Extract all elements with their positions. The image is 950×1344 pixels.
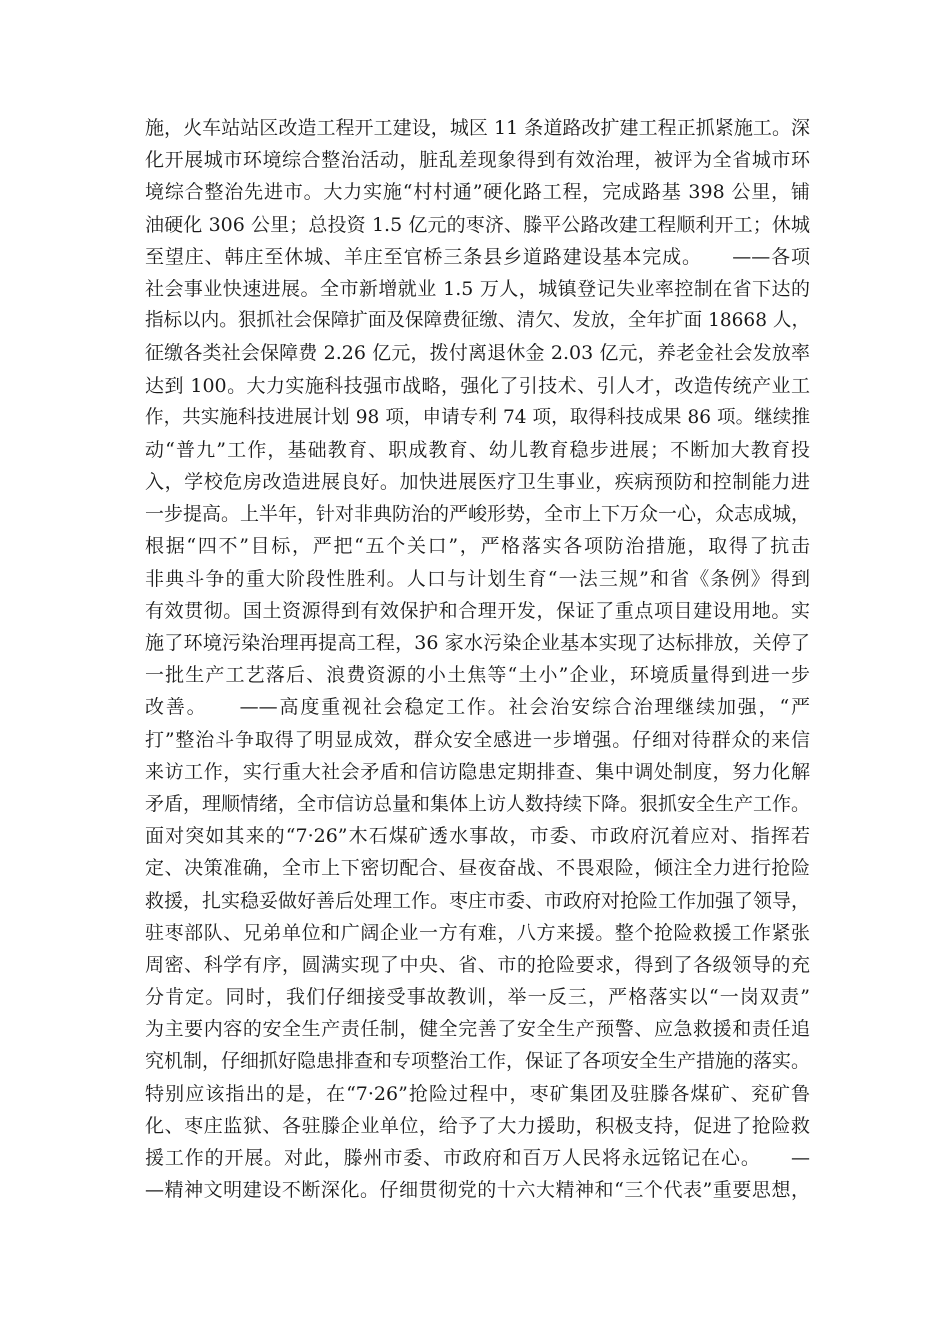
text-line: 矛盾，理顺情绪，全市信访总量和集体上访人数持续下降。狠抓安全生产工作。 bbox=[145, 792, 811, 815]
text-line: 入，学校危房改造进展良好。加快进展医疗卫生事业，疾病预防和控制能力进 bbox=[145, 471, 810, 494]
text-line: 境综合整治先进市。大力实施“村村通”硬化路工程，完成路基 398 公里，铺 bbox=[145, 181, 810, 204]
text-line: 动“普九”工作，基础教育、职成教育、幼儿教育稳步进展；不断加大教育投 bbox=[145, 438, 810, 461]
text-line: 为主要内容的安全生产责任制，健全完善了安全生产预警、应急救援和责任追 bbox=[145, 1018, 810, 1041]
text-line: 周密、科学有序，圆满实现了中央、省、市的抢险要求，得到了各级领导的充 bbox=[145, 953, 810, 976]
text-line: 改善。 ——高度重视社会稳定工作。社会治安综合治理继续加强，“严 bbox=[145, 696, 810, 719]
text-line: 救援，扎实稳妥做好善后处理工作。枣庄市委、市政府对抢险工作加强了领导， bbox=[145, 889, 811, 912]
text-line: 施，火车站站区改造工程开工建设，城区 11 条道路改扩建工程正抓紧施工。深 bbox=[145, 117, 810, 139]
text-line: 定、决策准确，全市上下密切配合、昼夜奋战、不畏艰险，倾注全力进行抢险 bbox=[145, 857, 810, 880]
text-line: 一步提高。上半年，针对非典防治的严峻形势，全市上下万众一心，众志成城， bbox=[145, 503, 811, 526]
text-line: 驻枣部队、兄弟单位和广阔企业一方有难，八方来援。整个抢险救援工作紧张 bbox=[145, 921, 810, 944]
text-line: 达到 100。大力实施科技强市战略，强化了引技术、引人才，改造传统产业工 bbox=[145, 374, 810, 397]
text-line: 打”整治斗争取得了明显成效，群众安全感进一步增强。仔细对待群众的来信 bbox=[145, 728, 810, 751]
text-line: 有效贯彻。国土资源得到有效保护和合理开发，保证了重点项目建设用地。实 bbox=[145, 599, 810, 622]
text-line: 援工作的开展。对此，滕州市委、市政府和百万人民将永远铭记在心。 — bbox=[145, 1147, 810, 1169]
text-line: 来访工作，实行重大社会矛盾和信访隐患定期排查、集中调处制度，努力化解 bbox=[145, 760, 810, 783]
text-line: 特别应该指出的是，在“7·26”抢险过程中，枣矿集团及驻滕各煤矿、兖矿鲁 bbox=[145, 1082, 810, 1105]
text-line: 分肯定。同时，我们仔细接受事故教训，举一反三，严格落实以“一岗双责” bbox=[145, 986, 810, 1009]
text-line: 作，共实施科技进展计划 98 项，申请专利 74 项，取得科技成果 86 项。继续推 bbox=[145, 406, 810, 428]
text-line: 非典斗争的重大阶段性胜利。人口与计划生育“一法三规”和省《条例》得到 bbox=[145, 567, 810, 590]
text-line: 社会事业快速进展。全市新增就业 1.5 万人，城镇登记失业率控制在省下达的 bbox=[145, 277, 810, 300]
text-line: 一批生产工艺落后、浪费资源的小土焦等“土小”企业，环境质量得到进一步 bbox=[145, 664, 810, 687]
text-line: 化、枣庄监狱、各驻滕企业单位，给予了大力援助，积极支持，促进了抢险救 bbox=[145, 1114, 810, 1137]
text-line: —精神文明建设不断深化。仔细贯彻党的十六大精神和“三个代表”重要思想， bbox=[145, 1179, 810, 1202]
text-line: 油硬化 306 公里；总投资 1.5 亿元的枣济、滕平公路改建工程顺利开工；休城 bbox=[145, 213, 810, 236]
text-line: 指标以内。狠抓社会保障扩面及保障费征缴、清欠、发放，全年扩面 18668 人， bbox=[145, 310, 810, 332]
text-line: 施了环境污染治理再提高工程，36 家水污染企业基本实现了达标排放，关停了 bbox=[145, 632, 810, 654]
text-line: 根据“四不”目标，严把“五个关口”，严格落实各项防治措施，取得了抗击 bbox=[145, 535, 810, 558]
text-line: 征缴各类社会保障费 2.26 亿元，拨付离退休金 2.03 亿元，养老金社会发放率 bbox=[145, 342, 810, 365]
text-line: 至望庄、韩庄至休城、羊庄至官桥三条县乡道路建设基本完成。 ——各项 bbox=[145, 245, 810, 268]
text-line: 究机制，仔细抓好隐患排查和专项整治工作，保证了各项安全生产措施的落实。 bbox=[145, 1050, 811, 1073]
text-line: 化开展城市环境综合整治活动，脏乱差现象得到有效治理，被评为全省城市环 bbox=[145, 149, 810, 172]
body-text bbox=[145, 112, 810, 1206]
text-line: 面对突如其来的“7·26”木石煤矿透水事故，市委、市政府沉着应对、指挥若 bbox=[145, 825, 810, 848]
